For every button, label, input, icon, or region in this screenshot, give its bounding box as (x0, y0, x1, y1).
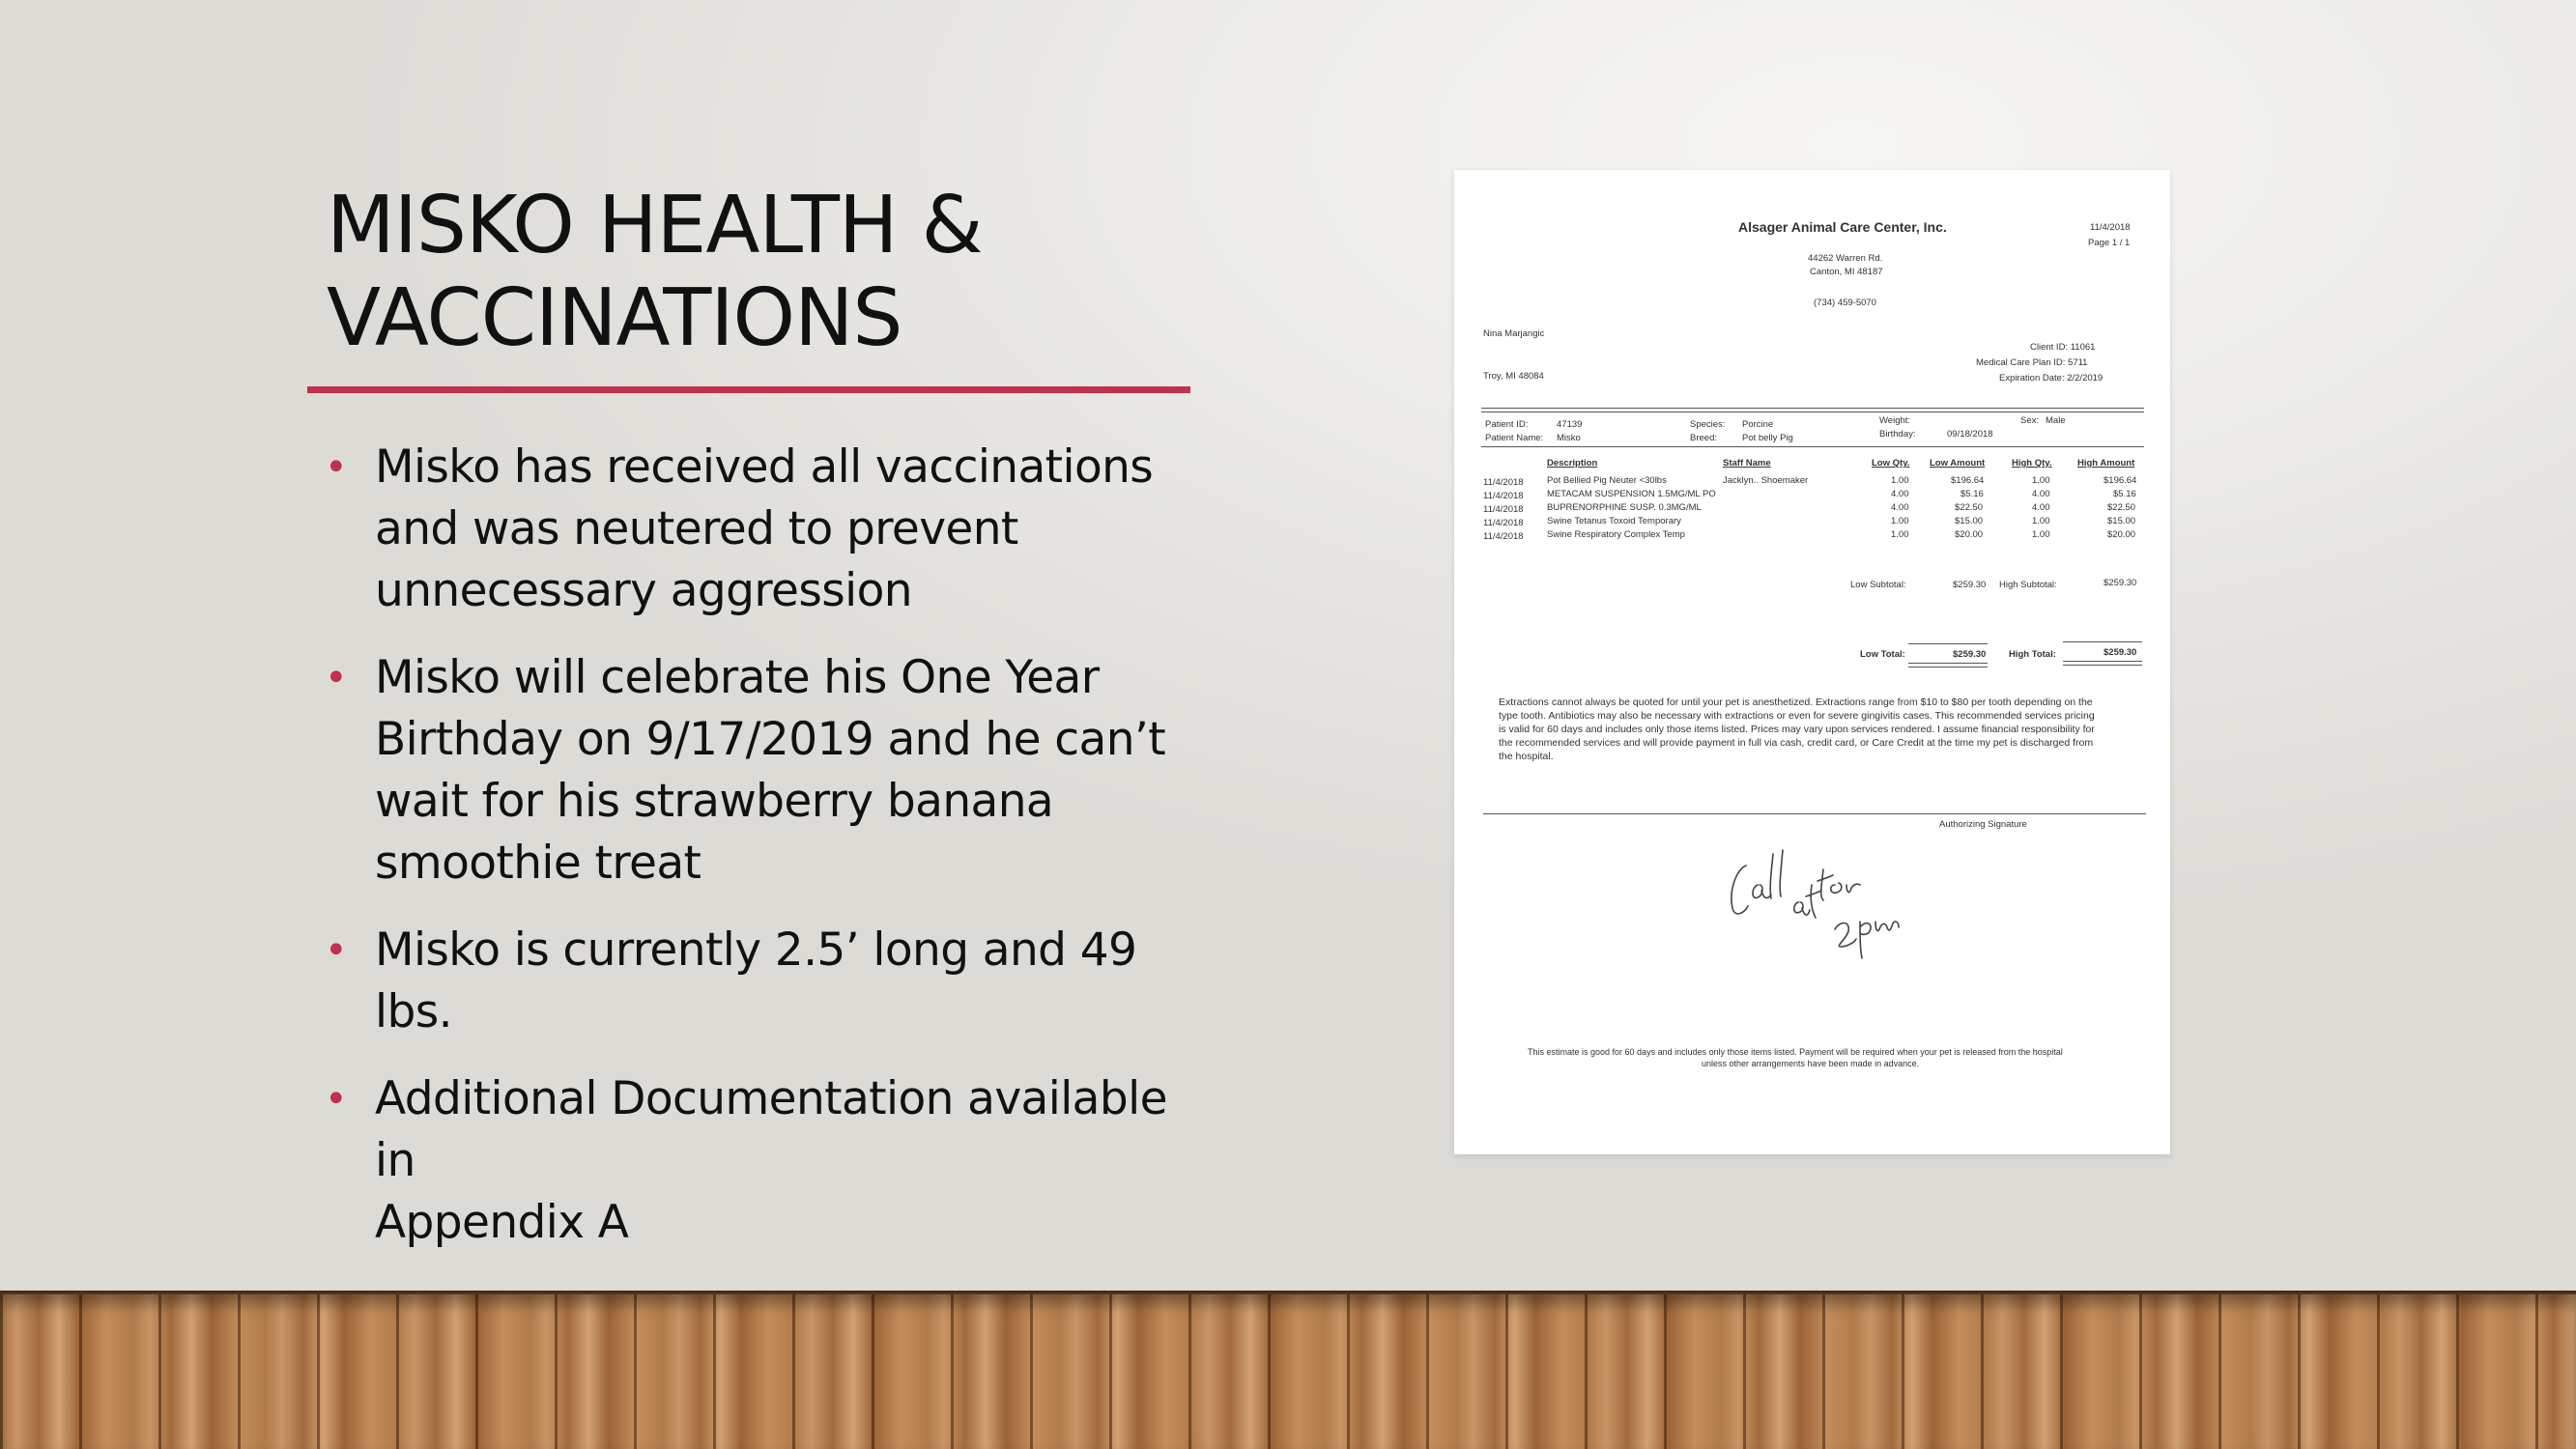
col-low-amount: Low Amount (1930, 458, 1986, 469)
row-low-qty: 1.00 (1891, 475, 1909, 486)
bullet-text: unnecessary aggression (375, 564, 912, 617)
col-staff: Staff Name (1723, 458, 1771, 469)
col-high-amount: High Amount (2077, 458, 2135, 469)
bullet-item (325, 920, 1194, 1043)
high-total-double-rule (2063, 661, 2142, 666)
bullet-text: Misko will celebrate his One Year (375, 651, 1100, 704)
row-description: Pot Bellied Pig Neuter <30lbs (1547, 475, 1667, 486)
expiration-date: Expiration Date: 2/2/2019 (1999, 373, 2104, 384)
care-plan-id: Medical Care Plan ID: 5711 (1976, 357, 2088, 368)
row-high-amount: $15.00 (2107, 516, 2136, 526)
weight-label: Weight: (1879, 415, 1911, 426)
bullet-text: smoothie treat (375, 837, 701, 890)
handwritten-note (1715, 846, 1918, 962)
bullet-dot-icon: • (325, 928, 347, 973)
title-line-1: MISKO HEALTH & (327, 180, 983, 271)
low-subtotal-label: Low Subtotal: (1850, 580, 1906, 590)
clinic-address-1: 44262 Warren Rd. (1808, 253, 1883, 264)
header-divider (1481, 408, 2144, 412)
wood-floor (0, 1294, 2576, 1449)
doc-page: Page 1 / 1 (2088, 238, 2131, 248)
row-description: Swine Respiratory Complex Temp (1547, 529, 1685, 540)
row-date: 11/4/2018 (1483, 531, 1524, 542)
row-high-amount: $5.16 (2113, 489, 2136, 499)
bullet-item (325, 647, 1194, 895)
row-high-qty: 1.00 (2032, 516, 2050, 526)
patient-id: 47139 (1557, 419, 1583, 430)
patient-id-label: Patient ID: (1485, 419, 1529, 430)
row-staff: Jacklyn.. Shoemaker (1723, 475, 1809, 486)
bullet-dot-icon: • (325, 1077, 347, 1122)
col-high-qty: High Qty. (2012, 458, 2052, 469)
row-high-amount: $20.00 (2107, 529, 2136, 540)
bullet-dot-icon: • (325, 445, 347, 490)
low-total-double-rule (1908, 663, 1988, 668)
bullet-text: and was neutered to prevent (375, 502, 1018, 555)
bullet-text: Misko has received all vaccinations (375, 440, 1154, 494)
bullet-item (325, 1068, 1194, 1254)
row-high-qty: 4.00 (2032, 489, 2050, 499)
low-total-rule (1908, 643, 1988, 644)
bullet-text: Misko is currently 2.5’ long and 49 lbs. (375, 923, 1137, 1038)
high-total: $259.30 (2104, 647, 2137, 658)
sex: Male (2046, 415, 2066, 426)
row-high-amount: $196.64 (2104, 475, 2137, 486)
row-date: 11/4/2018 (1483, 491, 1524, 501)
bullet-text: Birthday on 9/17/2019 and he can’t (375, 713, 1166, 766)
bullet-item (325, 437, 1194, 622)
patient-divider (1481, 446, 2144, 447)
low-total-label: Low Total: (1860, 649, 1905, 660)
disclaimer-text: Extractions cannot always be quoted for until your pet is anesthetized. Extractions range from $10 to $80 per tooth depending on the type tooth. Antibiotics may also be necessary with extractions or even for severe gingivitis cases. This recommended services pricing is valid for 60 days and includes only those items listed. Prices may vary upon services rendered. I assume financial responsibility for the recommended services and will provide payment in full via cash, credit card, or Care Credit at the time my pet is discharged from the hospital. (1499, 696, 2095, 762)
species-label: Species: (1690, 419, 1726, 430)
clinic-phone: (734) 459-5070 (1814, 298, 1876, 308)
footer-line-1: This estimate is good for 60 days and includes only those items listed. Payment will be required when your pet is released from the hospital (1528, 1047, 2063, 1057)
sex-label: Sex: (2020, 415, 2040, 426)
row-low-qty: 4.00 (1891, 502, 1909, 513)
client-name: Nina Marjangic (1483, 328, 1545, 339)
signature-line (1483, 813, 2146, 814)
low-subtotal: $259.30 (1953, 580, 1987, 590)
bullet-list (325, 437, 1194, 1279)
breed: Pot belly Pig (1742, 433, 1793, 443)
title-line-2: VACCINATIONS (327, 272, 902, 364)
bullet-text: wait for his strawberry banana (375, 775, 1054, 828)
row-description: BUPRENORPHINE SUSP. 0.3MG/ML (1547, 502, 1702, 513)
high-total-rule (2063, 641, 2142, 642)
row-date: 11/4/2018 (1483, 477, 1524, 488)
row-low-qty: 1.00 (1891, 529, 1909, 540)
bullet-text: Appendix A (375, 1196, 629, 1249)
low-total: $259.30 (1953, 649, 1987, 660)
birthday: 09/18/2018 (1947, 429, 1993, 440)
row-high-qty: 1.00 (2032, 529, 2050, 540)
client-id: Client ID: 11061 (2030, 342, 2096, 353)
species: Porcine (1742, 419, 1774, 430)
row-low-amount: $5.16 (1961, 489, 1984, 499)
high-subtotal-label: High Subtotal: (1999, 580, 2057, 590)
doc-date: 11/4/2018 (2090, 222, 2131, 233)
birthday-label: Birthday: (1879, 429, 1916, 440)
slide-title (327, 180, 1196, 365)
col-description: Description (1547, 458, 1598, 469)
high-total-label: High Total: (2009, 649, 2056, 660)
row-high-qty: 1.00 (2032, 475, 2050, 486)
row-high-qty: 4.00 (2032, 502, 2050, 513)
breed-label: Breed: (1690, 433, 1717, 443)
signature-label: Authorizing Signature (1939, 819, 2027, 830)
footer-line-2: unless other arrangements have been made in advance. (1702, 1059, 1920, 1068)
row-date: 11/4/2018 (1483, 518, 1524, 528)
row-date: 11/4/2018 (1483, 504, 1524, 515)
row-low-amount: $15.00 (1955, 516, 1984, 526)
row-high-amount: $22.50 (2107, 502, 2136, 513)
row-low-qty: 1.00 (1891, 516, 1909, 526)
high-subtotal: $259.30 (2104, 578, 2137, 588)
client-city: Troy, MI 48084 (1483, 371, 1544, 382)
bullet-dot-icon: • (325, 656, 347, 700)
row-description: METACAM SUSPENSION 1.5MG/ML PO (1547, 489, 1716, 499)
patient-name: Misko (1557, 433, 1581, 443)
row-low-amount: $22.50 (1955, 502, 1984, 513)
vet-estimate-document (1454, 170, 2170, 1154)
clinic-address-2: Canton, MI 48187 (1810, 267, 1883, 277)
col-low-qty: Low Qty. (1872, 458, 1910, 469)
bullet-text: Additional Documentation available in (375, 1072, 1167, 1187)
title-underline (307, 386, 1190, 393)
row-low-qty: 4.00 (1891, 489, 1909, 499)
row-description: Swine Tetanus Toxoid Temporary (1547, 516, 1681, 526)
row-low-amount: $196.64 (1951, 475, 1985, 486)
row-low-amount: $20.00 (1955, 529, 1984, 540)
clinic-name: Alsager Animal Care Center, Inc. (1738, 219, 1947, 235)
patient-name-label: Patient Name: (1485, 433, 1544, 443)
